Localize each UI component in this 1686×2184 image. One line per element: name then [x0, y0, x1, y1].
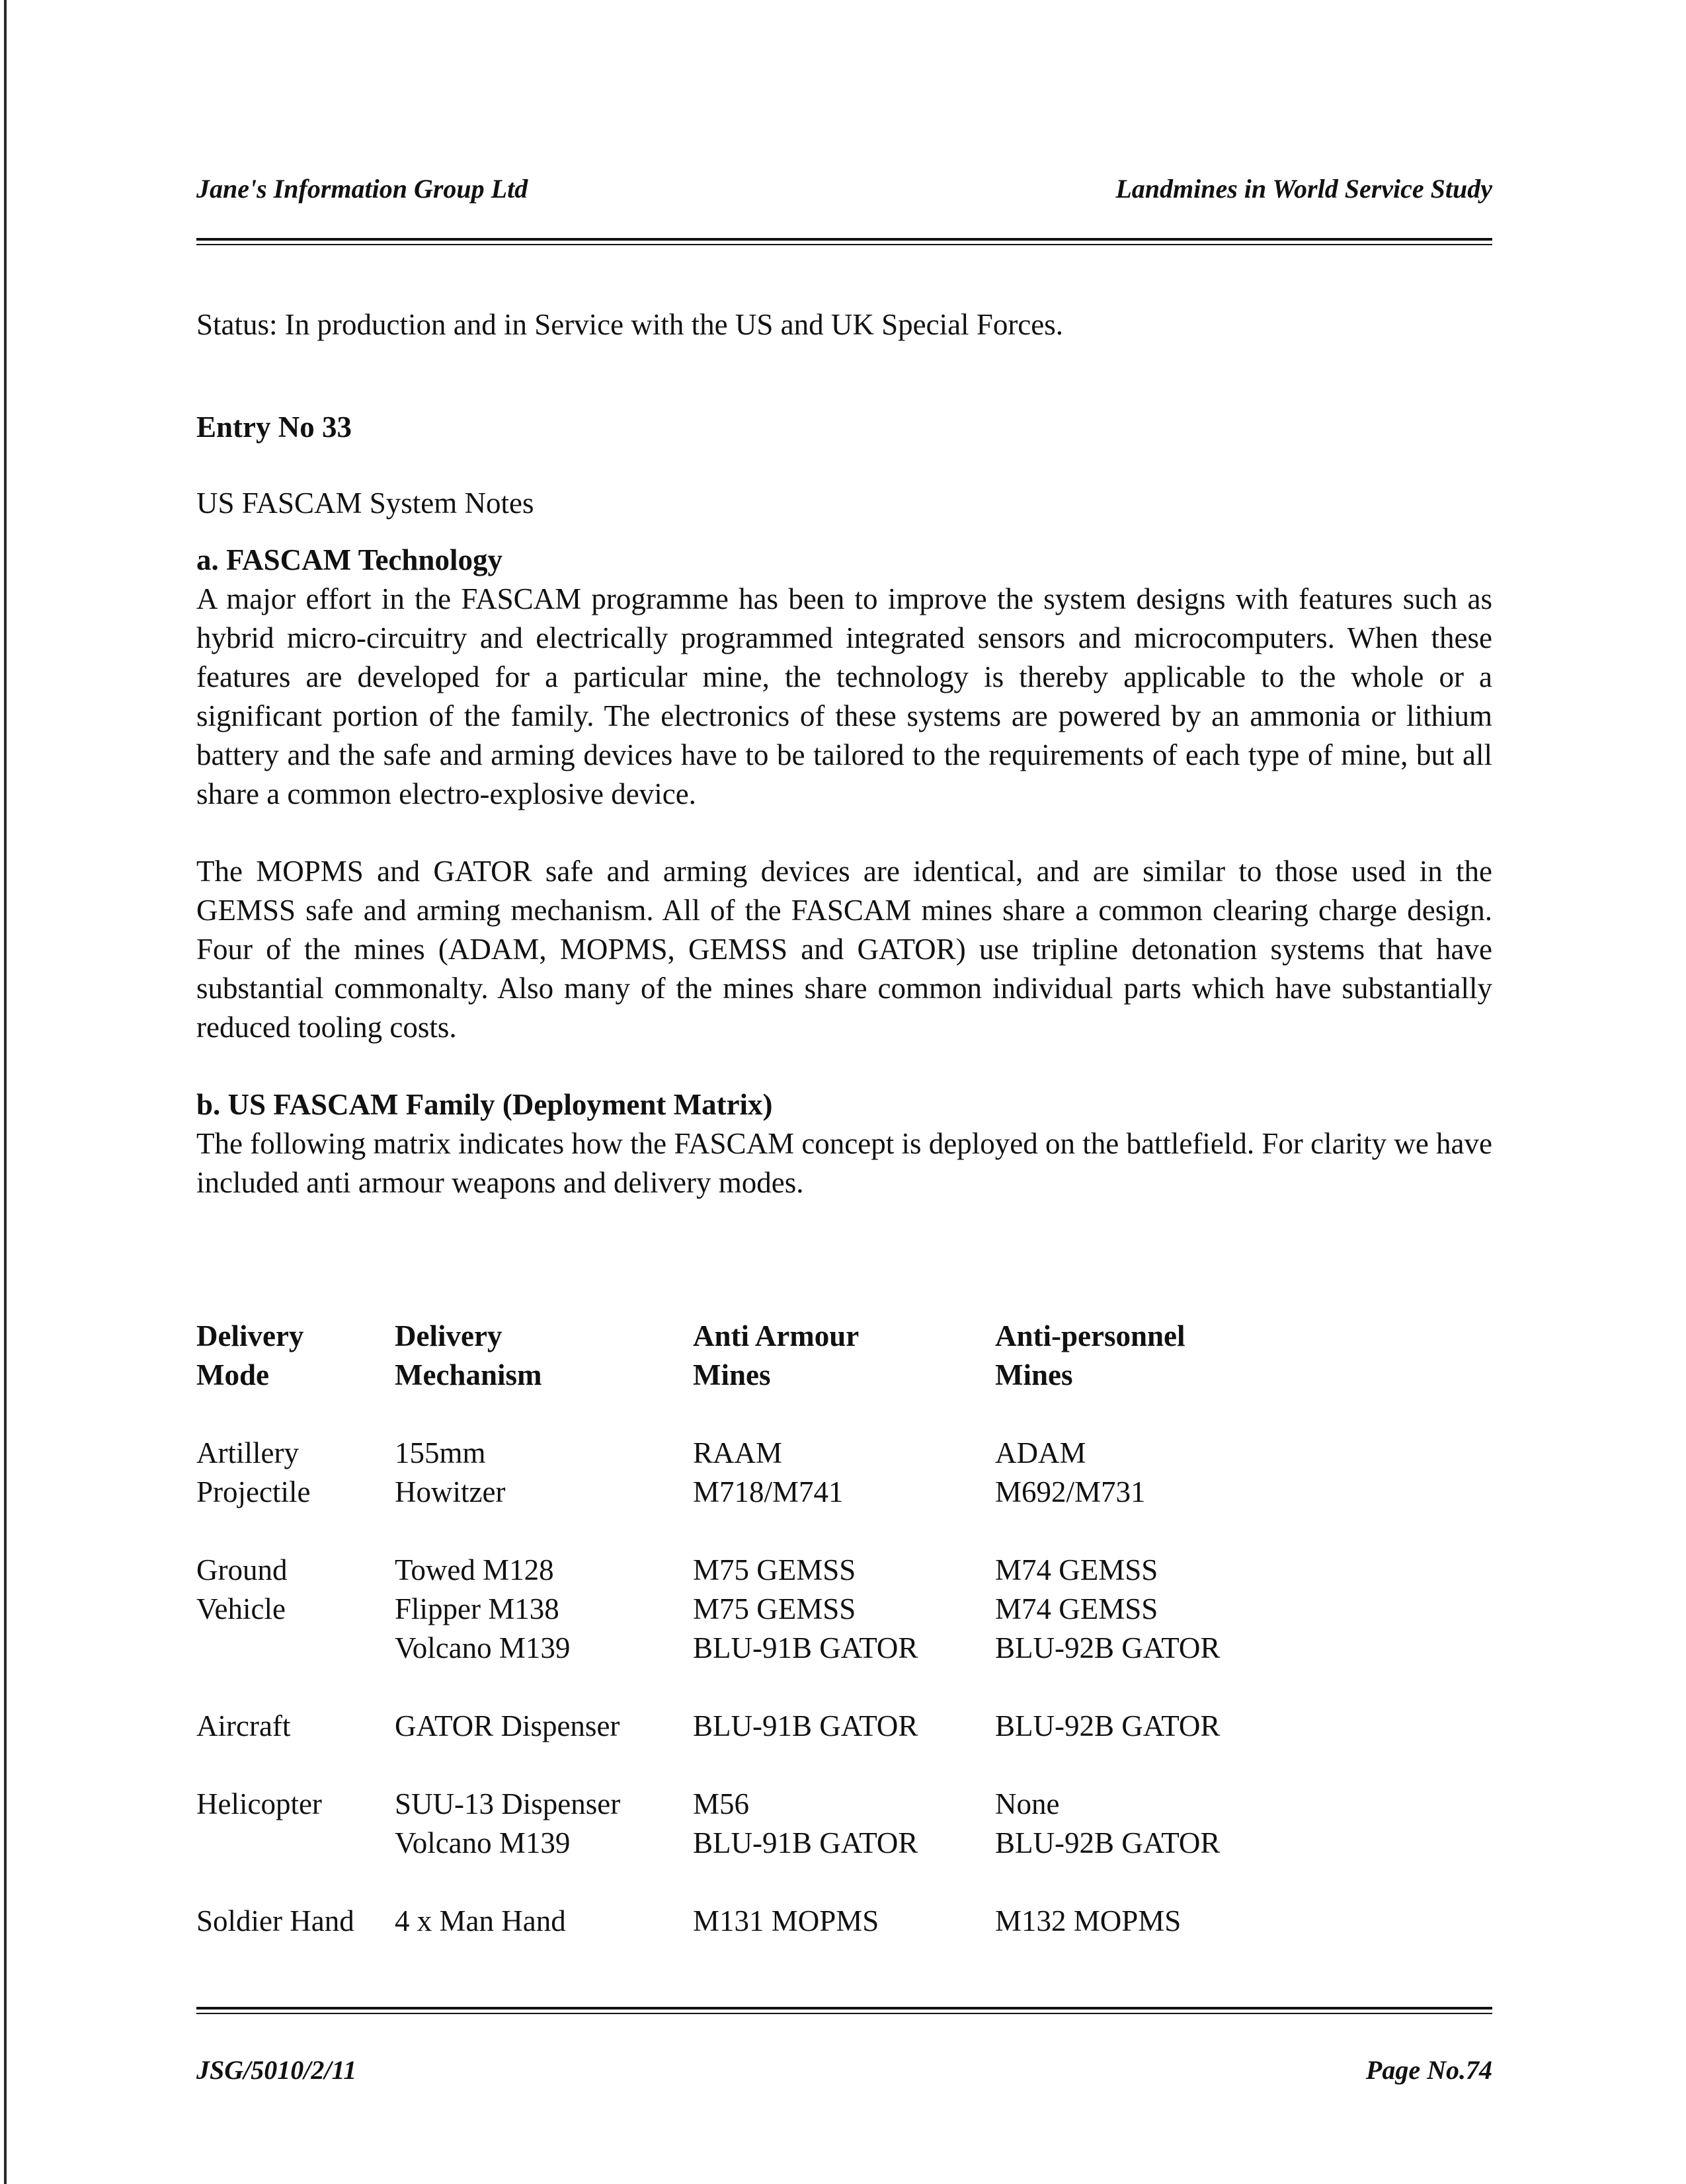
matrix-header-text: Delivery: [395, 1319, 502, 1352]
cell-line: BLU-92B GATOR: [995, 1631, 1221, 1664]
matrix-cell-mode: [196, 1785, 322, 1824]
cell-line: M132 MOPMS: [995, 1904, 1182, 1937]
cell-line: M74 GEMSS: [995, 1553, 1158, 1586]
notes-title: US FASCAM System Notes: [196, 487, 534, 520]
cell-line: GATOR Dispenser: [395, 1709, 620, 1742]
matrix-row-aircraft: [196, 1707, 1492, 1785]
matrix-header-delivery-mode: [196, 1317, 303, 1395]
matrix-cell-mode: [196, 1902, 354, 1941]
cell-line: Flipper M138: [395, 1592, 559, 1625]
section-b-heading: b. US FASCAM Family (Deployment Matrix): [196, 1088, 773, 1121]
matrix-header-text: Anti-personnel: [995, 1319, 1185, 1352]
matrix-cell-anti-personnel: [995, 1707, 1220, 1746]
cell-line: BLU-91B GATOR: [693, 1631, 918, 1664]
cell-line: ADAM: [995, 1436, 1086, 1469]
cell-line: SUU-13 Dispenser: [395, 1787, 621, 1820]
page-header: [196, 173, 1492, 213]
matrix-row-artillery: [196, 1434, 1492, 1551]
matrix-cell-mode: [196, 1707, 290, 1746]
matrix-cell-anti-personnel: [995, 1551, 1220, 1668]
matrix-header-text: Mines: [995, 1358, 1073, 1391]
matrix-cell-mechanism: [395, 1785, 620, 1863]
cell-line: RAAM: [693, 1436, 783, 1469]
matrix-cell-mode: [196, 1434, 310, 1512]
matrix-cell-mechanism: [395, 1707, 620, 1746]
cell-line: M692/M731: [995, 1475, 1146, 1508]
scan-edge-line: [4, 0, 7, 2184]
section-a-paragraph-2: The MOPMS and GATOR safe and arming devices are identical, and are similar to those used in the GEMSS safe and arming mechanism. All of the FASCAM mines share a common clearing charge design. Four of the mines (ADAM, MOPMS, GEMSS and GATOR) use tripline detonation systems that have substantial commonalty. Also many of the mines share common individual parts which have substantially reduced tooling costs.: [196, 855, 1492, 1044]
matrix-cell-anti-personnel: [995, 1785, 1220, 1863]
matrix-cell-mechanism: [395, 1551, 570, 1668]
cell-line: Volcano M139: [395, 1631, 571, 1664]
matrix-row-ground-vehicle: [196, 1551, 1492, 1707]
matrix-header-text: Mode: [196, 1358, 269, 1391]
section-b-intro: The following matrix indicates how the FASCAM concept is deployed on the battlefield. For clarity we have included anti armour weapons and delivery modes.: [196, 1127, 1492, 1199]
status-line: Status: In production and in Service with the US and UK Special Forces.: [196, 308, 1064, 341]
header-rule: [196, 238, 1492, 245]
matrix-cell-mechanism: [395, 1434, 505, 1512]
cell-line: Howitzer: [395, 1475, 506, 1508]
matrix-cell-anti-personnel: [995, 1902, 1181, 1941]
matrix-cell-anti-armour: [693, 1902, 879, 1941]
cell-line: Vehicle: [196, 1592, 286, 1625]
cell-line: M75 GEMSS: [693, 1553, 856, 1586]
header-study-title: Landmines in World Service Study: [1115, 174, 1492, 204]
matrix-header-anti-armour: [693, 1317, 859, 1395]
section-a-paragraph-1: A major effort in the FASCAM programme has been to improve the system designs with features such as hybrid micro-circuitry and electrically programmed integrated sensors and microcomputers. When these features are developed for a particular mine, the technology is thereby applicable to the whole or a significant portion of the family. The electronics of these systems are powered by an ammonia or lithium battery and the safe and arming devices have to be tailored to the requirements of each type of mine, but all share a common electro-explosive device.: [196, 582, 1492, 810]
matrix-cell-anti-personnel: [995, 1434, 1146, 1512]
cell-line: Aircraft: [196, 1709, 291, 1742]
section-a-heading: a. FASCAM Technology: [196, 543, 502, 576]
cell-line: Helicopter: [196, 1787, 322, 1820]
page-footer: [196, 2054, 1492, 2094]
header-publisher: Jane's Information Group Ltd: [196, 174, 528, 204]
cell-line: Projectile: [196, 1475, 311, 1508]
entry-title: Entry No 33: [196, 410, 352, 444]
deployment-matrix: [196, 1317, 1492, 1980]
cell-line: M75 GEMSS: [693, 1592, 856, 1625]
matrix-header-text: Mines: [693, 1358, 771, 1391]
cell-line: M718/M741: [693, 1475, 844, 1508]
matrix-row-helicopter: [196, 1785, 1492, 1902]
cell-line: Volcano M139: [395, 1826, 571, 1859]
cell-line: None: [995, 1787, 1060, 1820]
matrix-header-text: Delivery: [196, 1319, 304, 1352]
matrix-cell-mode: [196, 1551, 287, 1629]
cell-line: BLU-91B GATOR: [693, 1826, 918, 1859]
matrix-cell-mechanism: [395, 1902, 566, 1941]
cell-line: M131 MOPMS: [693, 1904, 879, 1937]
cell-line: Soldier Hand: [196, 1904, 354, 1937]
matrix-header-delivery-mechanism: [395, 1317, 542, 1395]
matrix-header-text: Mechanism: [395, 1358, 542, 1391]
cell-line: M56: [693, 1787, 750, 1820]
matrix-cell-anti-armour: [693, 1434, 844, 1512]
cell-line: BLU-92B GATOR: [995, 1709, 1221, 1742]
cell-line: Towed M128: [395, 1553, 554, 1586]
cell-line: M74 GEMSS: [995, 1592, 1158, 1625]
cell-line: 4 x Man Hand: [395, 1904, 566, 1937]
cell-line: 155mm: [395, 1436, 486, 1469]
matrix-cell-anti-armour: [693, 1785, 918, 1863]
footer-page-number: Page No.74: [1365, 2055, 1492, 2085]
matrix-header-row: [196, 1317, 1492, 1434]
matrix-cell-anti-armour: [693, 1551, 918, 1668]
matrix-header-anti-personnel: [995, 1317, 1185, 1395]
cell-line: Artillery: [196, 1436, 299, 1469]
matrix-cell-anti-armour: [693, 1707, 918, 1746]
cell-line: BLU-92B GATOR: [995, 1826, 1221, 1859]
footer-rule: [196, 2007, 1492, 2014]
footer-reference: JSG/5010/2/11: [196, 2055, 357, 2085]
cell-line: Ground: [196, 1553, 288, 1586]
document-body: [196, 305, 1492, 1202]
matrix-header-text: Anti Armour: [693, 1319, 860, 1352]
matrix-row-soldier-hand: [196, 1902, 1492, 1980]
cell-line: BLU-91B GATOR: [693, 1709, 918, 1742]
